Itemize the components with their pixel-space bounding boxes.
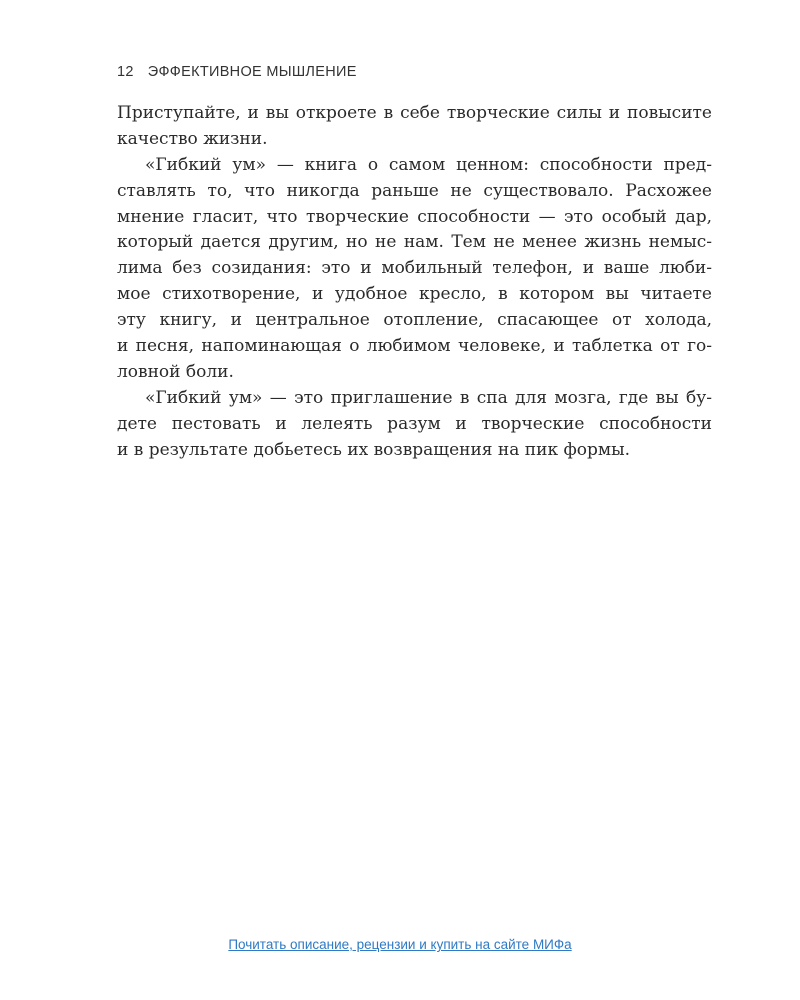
- text-line: эту книгу, и центральное отопление, спасающее от холода,: [117, 310, 712, 331]
- text-line: дете пестовать и лелеять разум и творческие способности: [117, 413, 712, 434]
- text-line: ставлять то, что никогда раньше не существовало. Расхожее: [117, 180, 712, 201]
- text-line: и в результате добьетесь их возвращения на пик формы.: [117, 439, 631, 460]
- running-title: ЭФФЕКТИВНОЕ МЫШЛЕНИЕ: [147, 64, 357, 80]
- main-text: [117, 101, 712, 463]
- text-line: который дается другим, но не нам. Тем не менее жизнь немыс-: [117, 232, 712, 253]
- page-number: 12: [117, 64, 134, 80]
- text-line: ловной боли.: [117, 361, 234, 382]
- text-line: «Гибкий ум» — это приглашение в спа для мозга, где вы бу-: [145, 387, 712, 408]
- text-line: «Гибкий ум» — книга о самом ценном: способности пред-: [145, 154, 712, 175]
- text-line: и песня, напоминающая о любимом человеке, и таблетка от го-: [117, 336, 712, 357]
- running-head: [117, 64, 357, 80]
- text-line: Приступайте, и вы откроете в себе творческие силы и повысите: [117, 103, 712, 123]
- footer-link-container: [0, 937, 800, 952]
- site-link[interactable]: Почитать описание, рецензии и купить на сайте МИФа: [228, 937, 572, 952]
- text-line: лима без созидания: это и мобильный телефон, и ваше люби-: [117, 258, 712, 279]
- text-line: качество жизни.: [117, 128, 268, 149]
- text-line: мое стихотворение, и удобное кресло, в котором вы читаете: [117, 284, 712, 305]
- text-line: мнение гласит, что творческие способности — это особый дар,: [117, 206, 712, 227]
